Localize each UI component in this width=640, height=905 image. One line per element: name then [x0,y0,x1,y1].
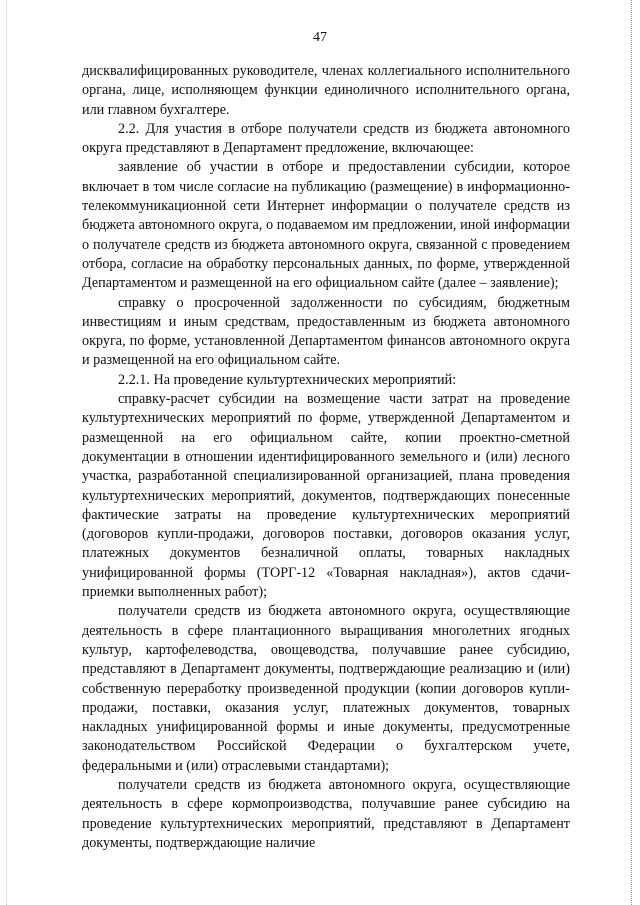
paragraph-fodder-recipients: получатели средств из бюджета автономного округа, осуществляющие деятельность в сфере кормопроизводства, получавшие ранее субсидию на проведение культуртехнических мероприятий, представляют в Департамент документы, подтверждающие наличие [82,776,570,851]
paragraph-debt-certificate: справку о просроченной задолженности по субсидиям, бюджетным инвестициям и иным средствам, предоставленным из бюджета автономного округа, по форме, установленной Департаментом финансов автономного округа и размещенной на его официальном сайте. [82,294,570,369]
paragraph-application: заявление об участии в отборе и предоставлении субсидии, которое включает в том числе согласие на публикацию (размещение) в информационно-телекоммуникационной сети Интернет информации о получателе средств из бюджета автономного округа, о подаваемом им предложении, иной информации о получателе средств из бюджета автономного округа, связанной с проведением отбора, согласие на обработку персональных данных, по форме, утвержденной Департаментом и размещенной на его официальном сайте (далее – заявление); [82,159,570,292]
scan-edge-left [6,0,8,905]
page-number: 47 [313,30,327,45]
paragraph-plantation-recipients: получатели средств из бюджета автономного округа, осуществляющие деятельность в сфере плантационного выращивания многолетних ягодных культур, картофелеводства, овощеводства, получавшие ранее субсидию, представляют в Департамент документы, подтверждающие реализацию и (или) собственную переработку произведенной продукции (копии договоров купли-продажи, поставки, оказания услуг, платежных документов, товарных накладных унифицированной формы и иные документы, предусмотренные законодательством Российской Федерации о бухгалтерском учете, федеральными и (или) отраслевыми стандартами); [82,603,570,774]
scan-edge-right [630,0,632,905]
paragraph-section-2-2-1: 2.2.1. На проведение культуртехнических мероприятий: [118,371,457,388]
paragraph-subsidy-calculation: справку-расчет субсидии на возмещение части затрат на проведение культуртехнических мероприятий по форме, утвержденной Департаментом и размещенной на его официальном сайте, копии проектно-сметной документации в отношении идентифицированного земельного и (или) лесного участка, разработанной специализированной организацией, плана проведения культуртехнических мероприятий, документов, подтверждающих понесенные фактические затраты на проведение культуртехнических мероприятий (договоров купли-продажи, договоров поставки, договоров оказания услуг, платежных документов безналичной оплаты, товарных накладных унифицированной формы (ТОРГ-12 «Товарная накладная»), актов сдачи-приемки выполненных работ); [82,391,570,601]
paragraph-continuation: дисквалифицированных руководителе, членах коллегиального исполнительного органа, лице, исполняющем функции единоличного исполнительного органа, или главном бухгалтере. [82,63,570,118]
paragraph-section-2-2: 2.2. Для участия в отборе получатели средств из бюджета автономного округа представляют в Департамент предложение, включающее: [82,120,570,157]
document-body [82,62,570,853]
